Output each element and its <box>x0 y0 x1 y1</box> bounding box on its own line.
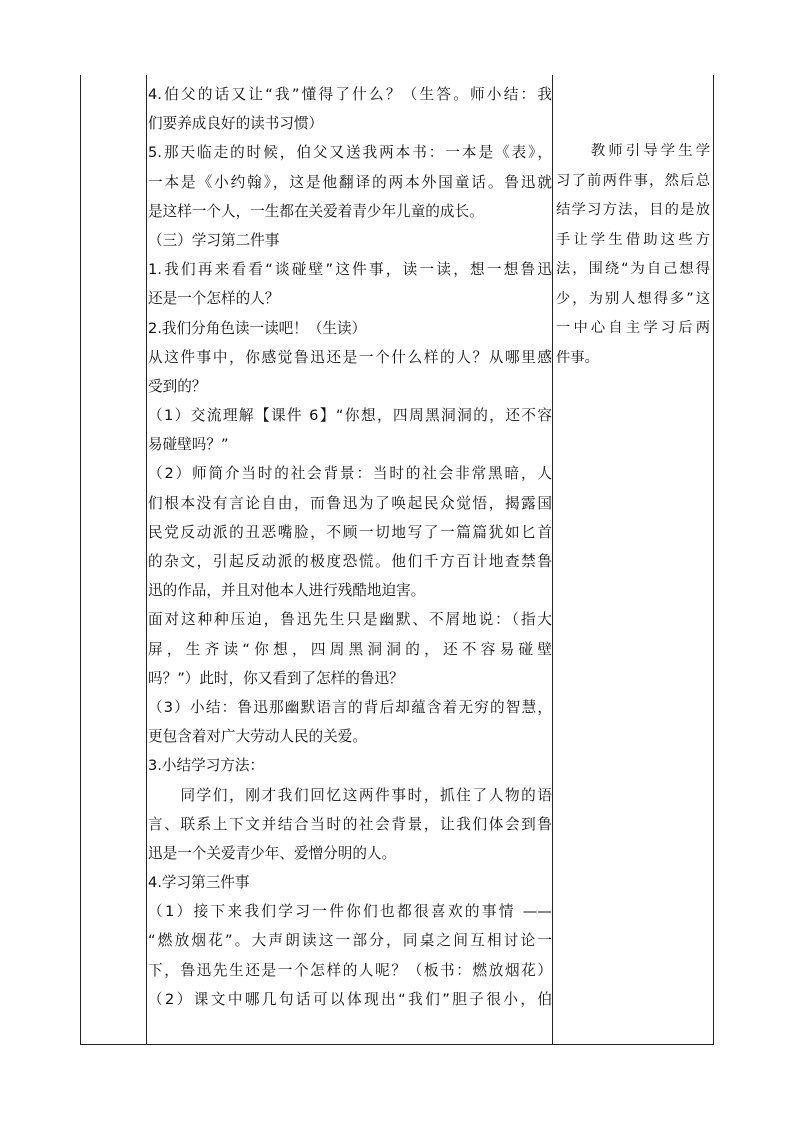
content-line: 还是一个怎样的人？ <box>148 290 280 308</box>
intent-line: 一中心自主学习后两 <box>556 320 710 336</box>
intent-line: 教师引导学生学 <box>556 143 710 159</box>
content-line: 一本是《小约翰》，这是他翻译的两本外国童话。鲁迅就 <box>148 173 552 191</box>
content-line: 3.小结学习方法： <box>148 757 265 775</box>
content-line: 言、联系上下文并结合当时的社会背景，让我们体会到鲁 <box>148 815 552 833</box>
content-line: 2.我们分角色读一读吧！（生读） <box>148 319 367 337</box>
content-line: 迅的作品，并且对他本人进行残酷地迫害。 <box>148 582 426 600</box>
table-divider-2 <box>552 75 553 1045</box>
content-line: （2）师简介当时的社会背景：当时的社会非常黑暗，人 <box>148 465 552 483</box>
content-line: 的杂文，引起反动派的极度恐慌。他们千方百计地查禁鲁 <box>148 553 552 570</box>
content-line: 下，鲁迅先生还是一个怎样的人呢？（板书：燃放烟花） <box>148 961 552 979</box>
content-line: 迅是一个关爱青少年、爱憎分明的人。 <box>148 844 397 862</box>
content-line: 们根本没有言论自由，而鲁迅为了唤起民众觉悟，揭露国 <box>148 494 552 512</box>
content-line: （3）小结：鲁迅那幽默语言的背后却蕴含着无穷的智慧， <box>148 698 552 716</box>
content-line: 民党反动派的丑恶嘴脸，不顾一切地写了一篇篇犹如匕首 <box>148 523 552 541</box>
table-border-bottom <box>80 1044 714 1045</box>
content-line: 从这件事中，你感觉鲁迅还是一个什么样的人？从哪里感 <box>148 348 552 366</box>
content-line: 吗？”）此时，你又看到了怎样的鲁迅？ <box>148 669 404 687</box>
content-line: （1）接下来我们学习一件你们也都很喜欢的事情 —— <box>148 903 552 921</box>
content-line: 更包含着对广大劳动人民的关爱。 <box>148 728 367 746</box>
content-line: 是这样一个人，一生都在关爱着青少年儿童的成长。 <box>148 202 484 220</box>
intent-line: 结学习方法，目的是放 <box>556 202 710 218</box>
content-line: 受到的？ <box>148 377 207 395</box>
table-border-left <box>80 75 81 1045</box>
content-line: 4.学习第三件事 <box>148 874 250 892</box>
intent-line: 法，围绕“为自己想得 <box>556 261 710 277</box>
content-line: 4.伯父的话又让“我”懂得了什么？（生答。师小结：我 <box>148 86 552 103</box>
intent-line: 件事。 <box>556 349 599 366</box>
teaching-content-cell <box>148 80 552 1014</box>
content-line: 们要养成良好的读书习惯） <box>148 115 324 133</box>
content-line: 面对这种种压迫，鲁迅先生只是幽默、不屑地说：（指大 <box>148 611 552 629</box>
intent-line: 习了前两件事，然后总 <box>556 172 710 189</box>
content-line: 同学们，刚才我们回忆这两件事时，抓住了人物的语 <box>148 786 552 804</box>
design-intent-cell <box>556 137 710 373</box>
content-line: （2）课文中哪几句话可以体现出“我们”胆子很小，伯 <box>148 990 552 1008</box>
intent-line: 少，为别人想得多”这 <box>556 290 710 307</box>
content-line: 屏，生齐读“你想，四周黑洞洞的，还不容易碰壁 <box>148 640 552 658</box>
content-line: “燃放烟花”。大声朗读这一部分，同桌之间互相讨论一 <box>148 932 552 950</box>
content-line: （三）学习第二件事 <box>148 231 280 249</box>
table-border-right <box>713 75 714 1045</box>
content-line: 易碰壁吗？” <box>148 436 229 454</box>
content-line: 1.我们再来看看“谈碰壁”这件事，读一读，想一想鲁迅 <box>148 261 552 279</box>
intent-line: 手让学生借助这些方 <box>556 231 710 248</box>
table-divider-1 <box>146 75 147 1045</box>
content-line: （1）交流理解【课件 6】“你想，四周黑洞洞的，还不容 <box>148 407 552 425</box>
content-line: 5.那天临走的时候，伯父又送我两本书：一本是《表》， <box>148 144 552 162</box>
